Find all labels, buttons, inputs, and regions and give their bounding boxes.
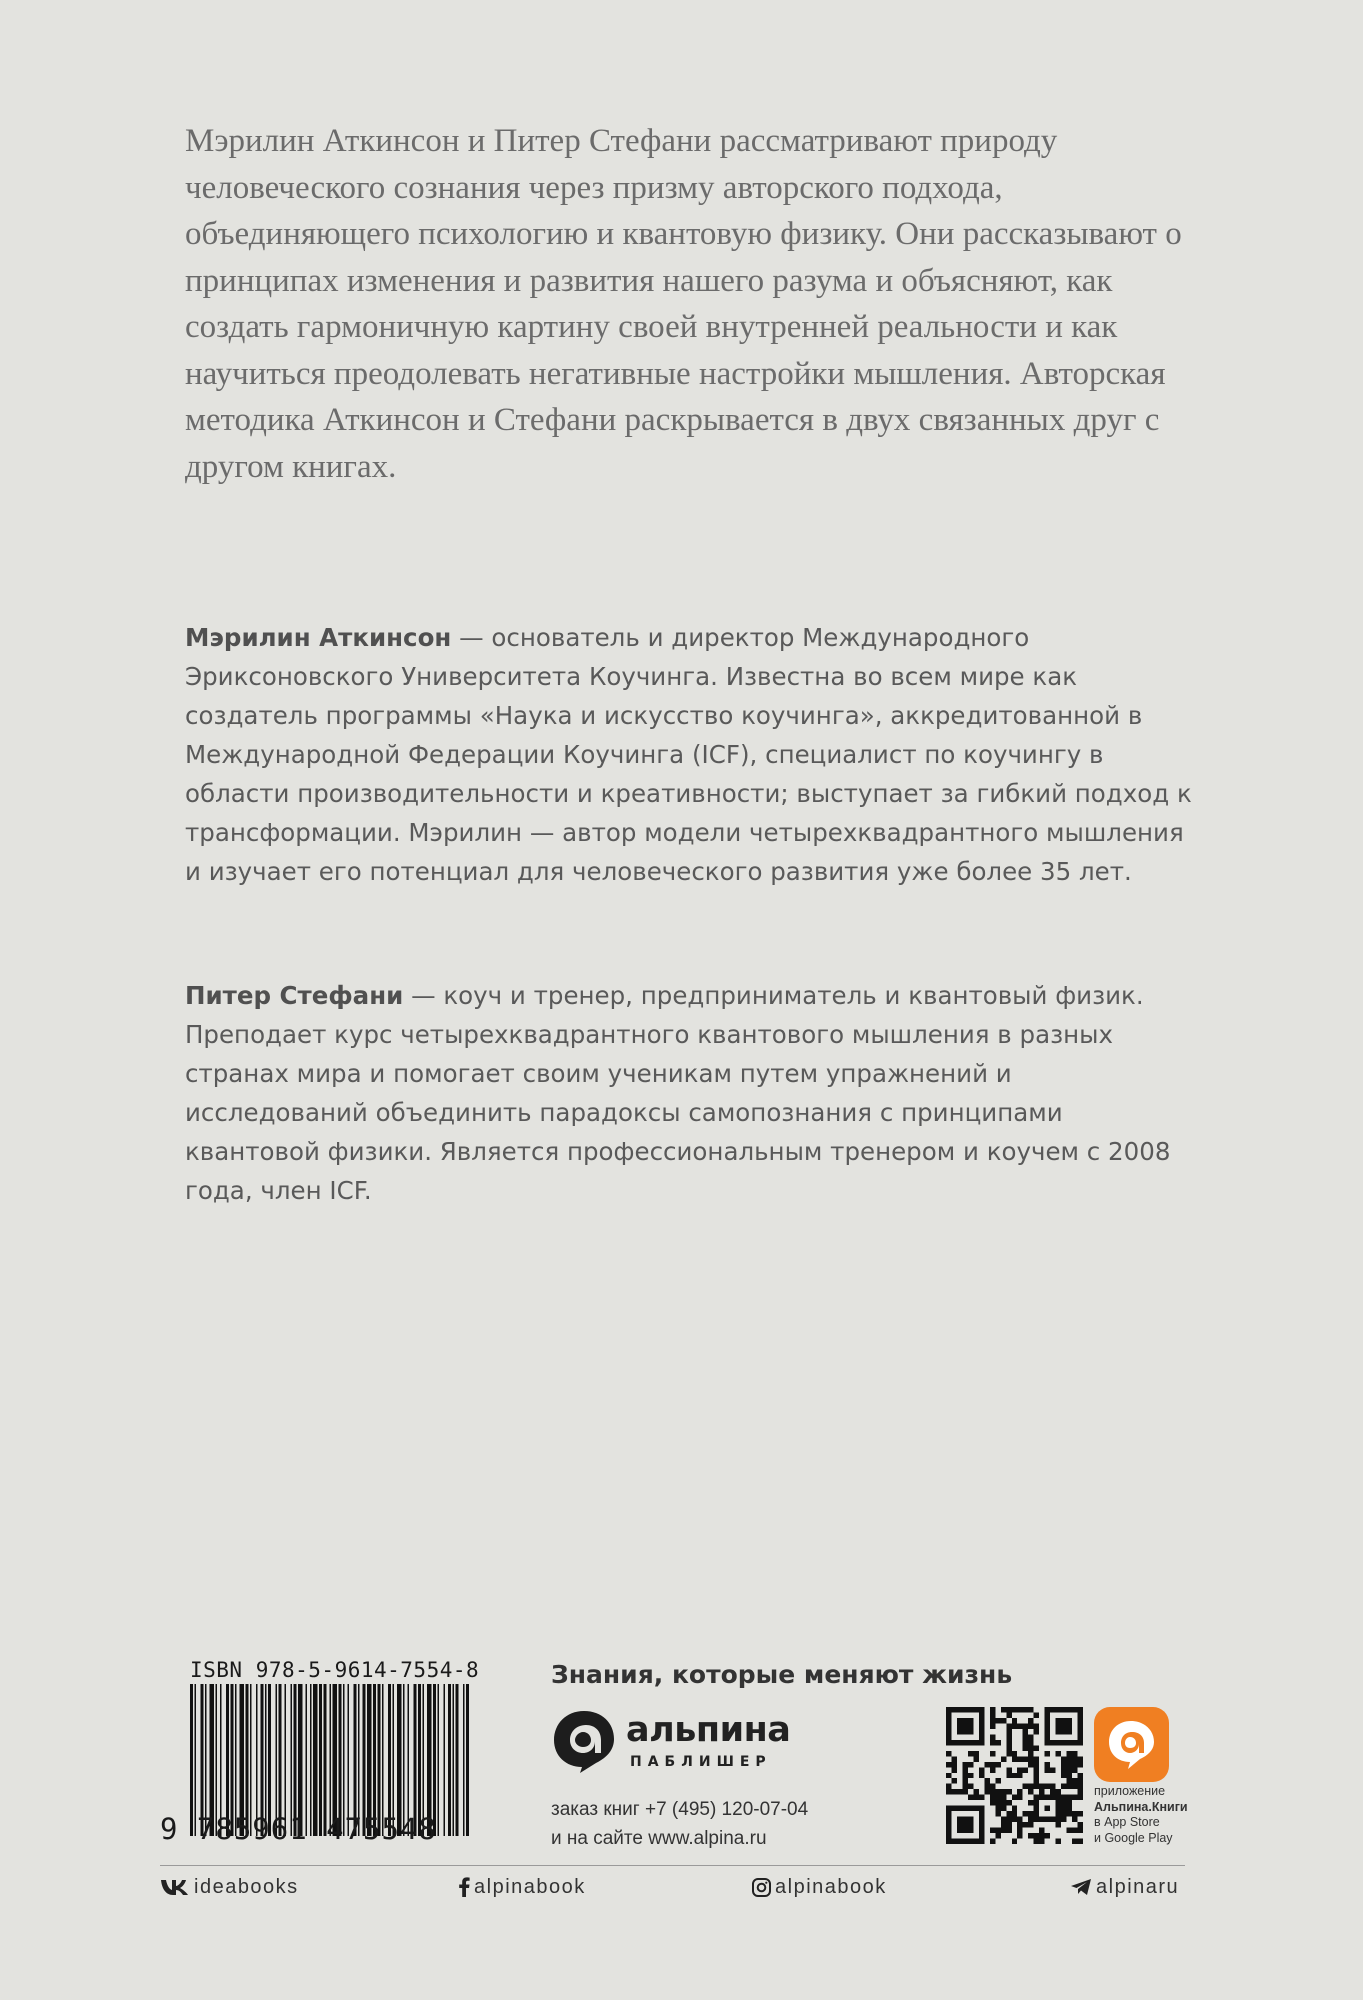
author-name: Мэрилин Аткинсон <box>185 623 452 652</box>
footer-divider <box>160 1865 1185 1866</box>
app-promo <box>1094 1784 1214 1846</box>
order-website: и на сайте www.alpina.ru <box>551 1828 767 1849</box>
social-telegram[interactable] <box>1070 1873 1179 1901</box>
facebook-icon <box>458 1877 470 1897</box>
app-promo-line: в App Store <box>1094 1815 1160 1829</box>
social-facebook[interactable] <box>458 1873 586 1901</box>
telegram-icon <box>1070 1878 1092 1896</box>
author-name: Питер Стефани <box>185 981 404 1010</box>
social-instagram[interactable] <box>752 1873 887 1901</box>
author-bio-text: — коуч и тренер, предприниматель и квантовый физик. Преподает курс четырехквадрантного квантового мышления в разных странах мира и помогает своим ученикам путем упражнений и исследований объединить парадоксы самопознания с принципами квантовой физики. Является профессиональным тренером и коучем с 2008 года, член ICF. <box>185 981 1171 1205</box>
author-bio-text: — основатель и директор Международного Эриксоновского Университета Коучинга. Известна во всем мире как создатель программы «Наука и искусство коучинга», аккредитованной в Международной Федерации Коучинга (ICF), специалист по коучингу в области производительности и креативности; выступает за гибкий подход к трансформации. Мэрилин — автор модели четырехквадрантного мышления и изучает его потенциал для человеческого развития уже более 35 лет. <box>185 623 1192 886</box>
app-promo-line: приложение <box>1094 1784 1166 1798</box>
social-telegram-label: alpinaru <box>1096 1875 1180 1898</box>
qr-code <box>946 1707 1083 1844</box>
social-instagram-label: alpinabook <box>775 1875 887 1898</box>
ean-number: 9 785961 475548 <box>160 1812 437 1846</box>
alpina-logo-icon <box>550 1707 618 1775</box>
author-bio-stefani <box>185 976 1195 1210</box>
app-name: Альпина.Книги <box>1094 1799 1188 1814</box>
publisher-name: альпина <box>626 1710 791 1750</box>
isbn-text: ISBN 978-5-9614-7554-8 <box>190 1658 480 1682</box>
social-vk[interactable] <box>160 1873 299 1901</box>
alpina-app-icon <box>1094 1707 1169 1782</box>
instagram-icon <box>752 1878 771 1897</box>
book-description: Мэрилин Аткинсон и Питер Стефани рассматривают природу человеческого сознания через призму авторского подхода, объединяющего психологию и квантовую физику. Они рассказывают о принципах изменения и развития нашего разума и объясняют, как создать гармоничную картину своей внутренней реальности и как научиться преодолевать негативные настройки мышления. Авторская методика Аткинсон и Стефани раскрывается в двух связанных друг с другом книгах. <box>185 123 1182 485</box>
order-info <box>551 1795 808 1853</box>
social-vk-label: ideabooks <box>194 1875 299 1898</box>
social-facebook-label: alpinabook <box>474 1875 586 1898</box>
order-phone: заказ книг +7 (495) 120-07-04 <box>551 1799 809 1820</box>
vk-icon <box>160 1878 190 1896</box>
author-bio-atkinson <box>185 618 1195 891</box>
publisher-subname: ПАБЛИШЕР <box>630 1754 772 1770</box>
publisher-slogan: Знания, которые меняют жизнь <box>551 1660 1013 1689</box>
app-promo-line: и Google Play <box>1094 1830 1173 1845</box>
